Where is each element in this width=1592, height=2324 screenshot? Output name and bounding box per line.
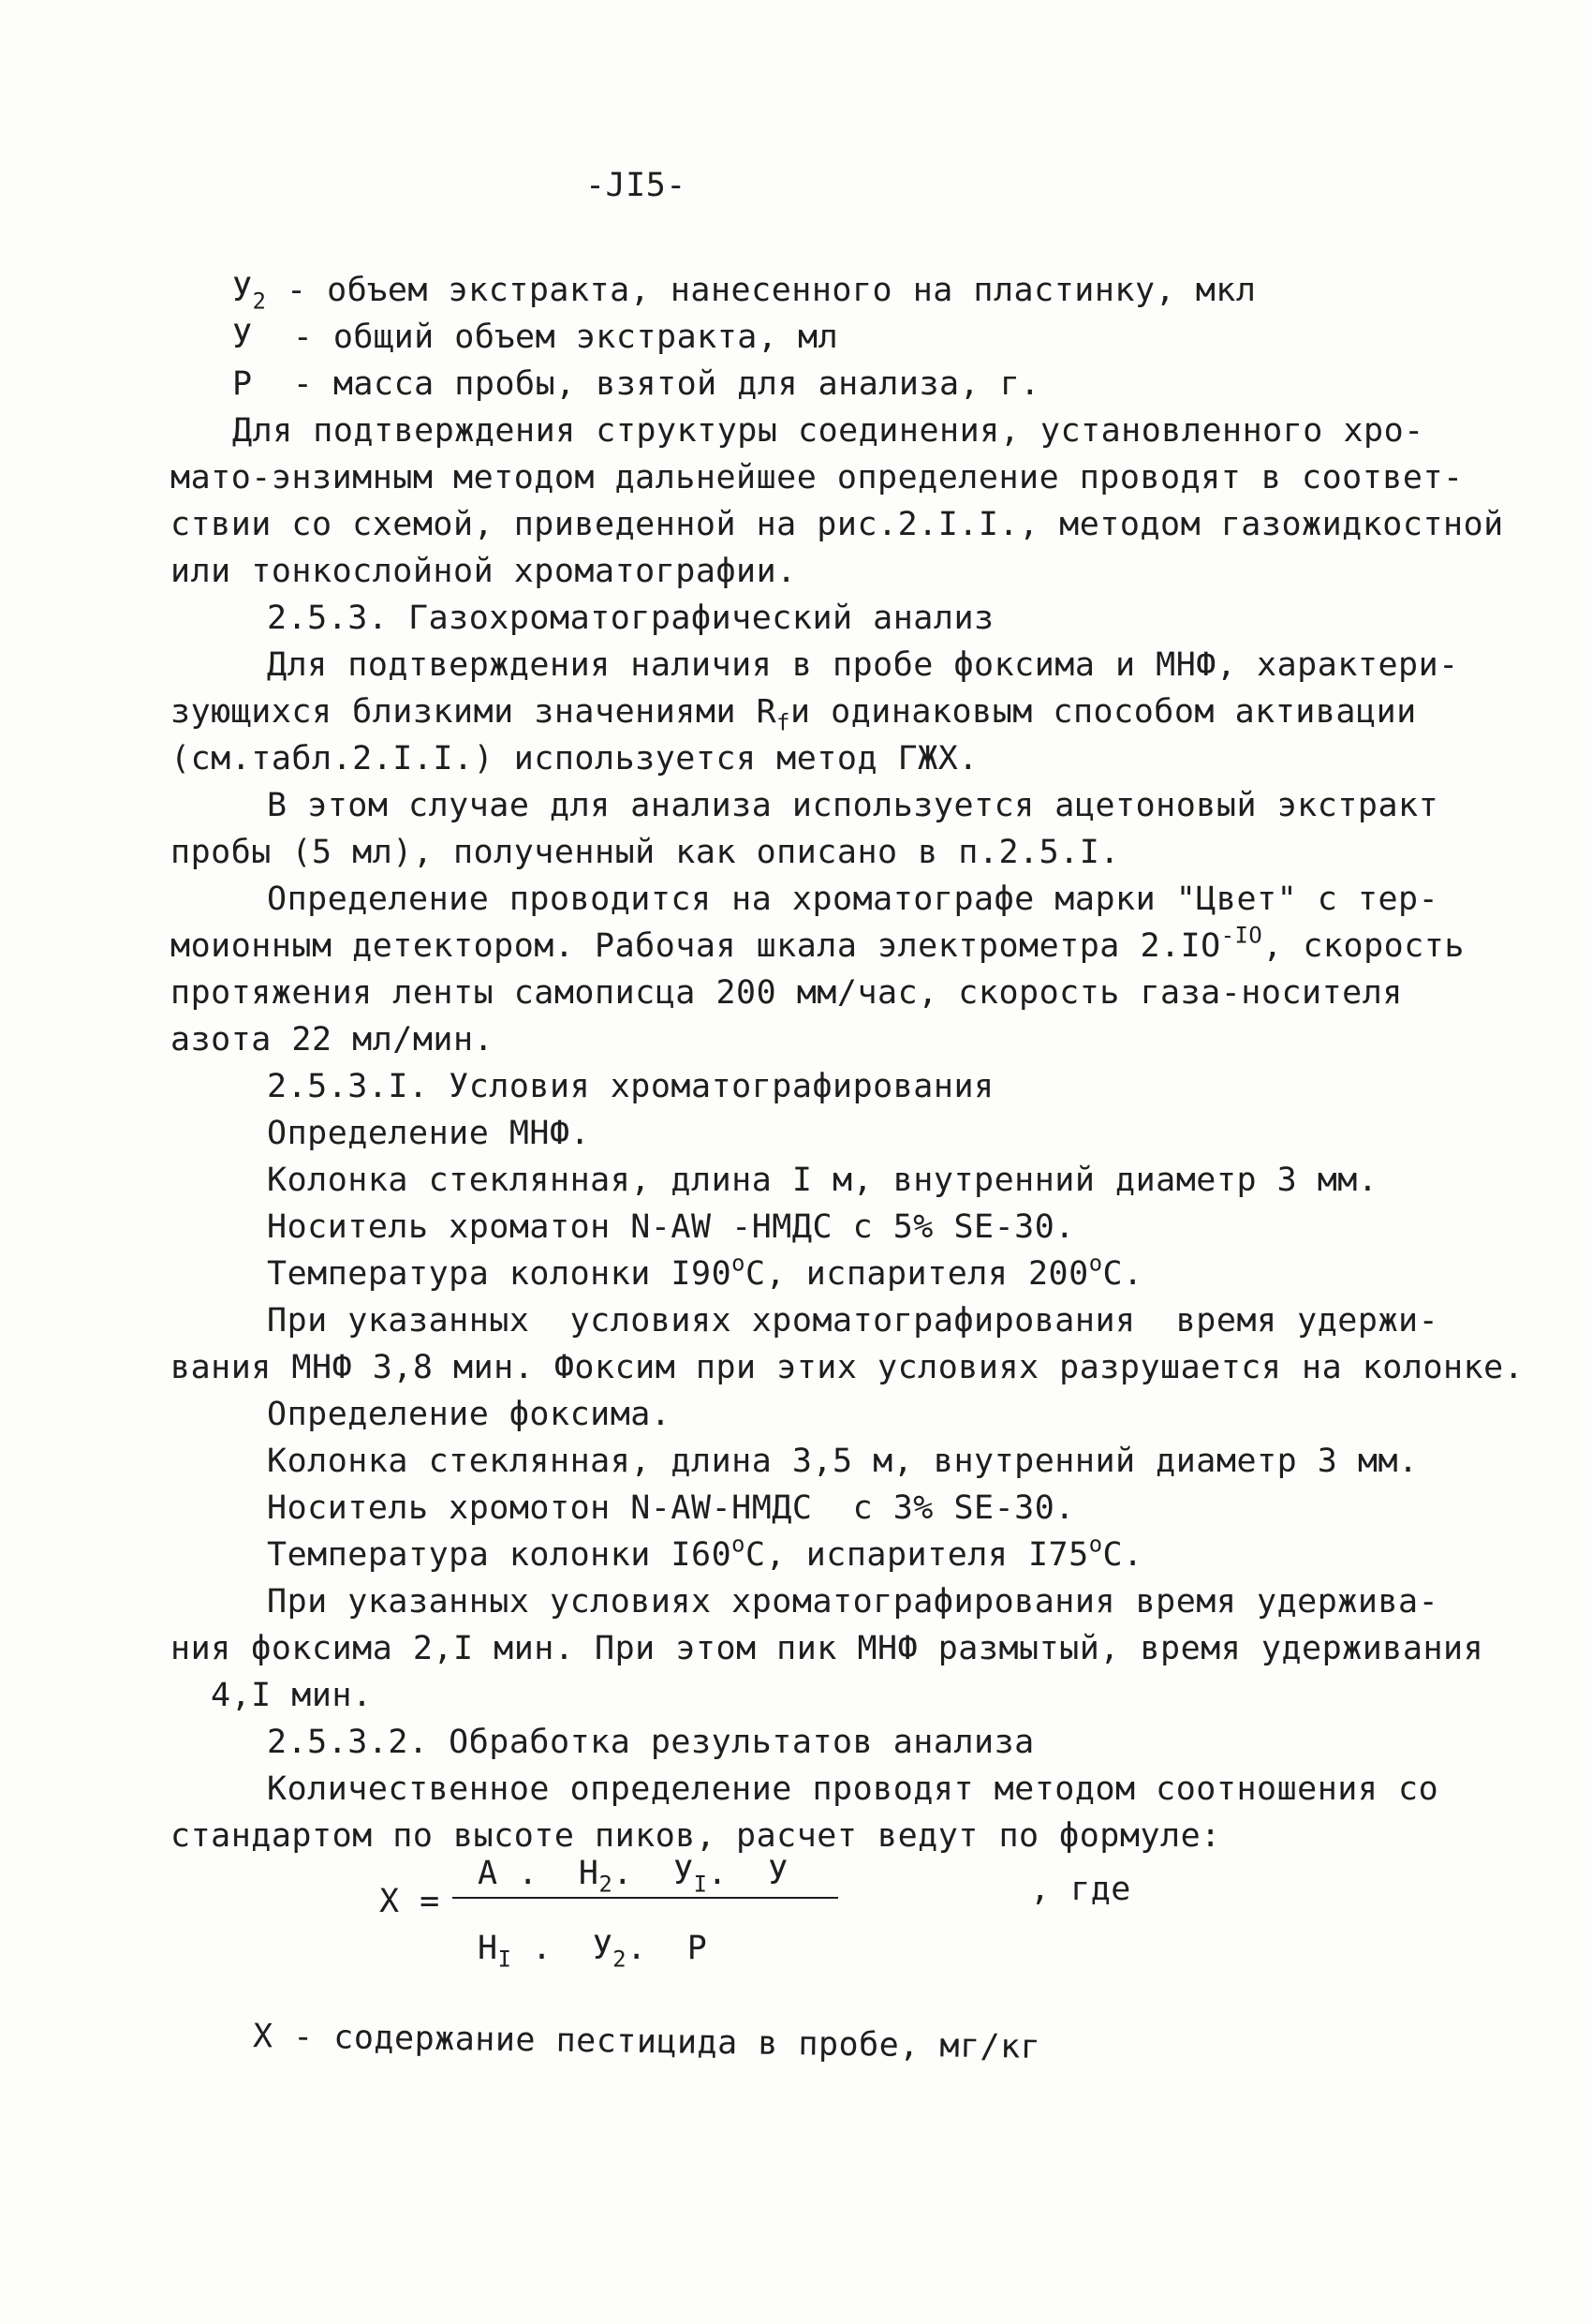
paragraph-line: вания МНФ 3,8 мин. Фоксим при этих условиях разрушается на колонке. [170,1349,1525,1386]
definition-subscript: 2 [252,288,267,315]
formula-numerator [478,1855,789,1898]
paragraph-line: Для подтверждения наличия в пробе фоксима и МНФ, характери- [267,646,1459,684]
text-fragment: . Р [626,1930,708,1967]
paragraph-line: Для подтверждения структуры соединения, установленного хро- [232,412,1424,450]
text-fragment: Температура колонки I60 [267,1536,732,1574]
paragraph-line: протяжения ленты самописца 200 мм/час, скорость газа-носителя [170,974,1403,1012]
text-fragment: С. [1102,1255,1143,1293]
subscript: 2 [612,1946,627,1973]
paragraph-line: Колонка стеклянная, длина 3,5 м, внутренний диаметр 3 мм. [267,1443,1419,1480]
superscript: o [731,1250,745,1277]
text-fragment: . У [707,1855,789,1892]
paragraph-line: В этом случае для анализа используется ацетоновый экстракт [267,787,1439,824]
paragraph-line: мато-энзимным методом дальнейшее определение проводят в соответ- [170,459,1464,496]
definition-symbol: У [232,318,253,356]
definition-symbol: Р [232,365,253,403]
paragraph-line [170,693,1417,736]
paragraph-line: Количественное определение проводят методом соотношения со [267,1770,1439,1808]
paragraph-line: 4,I мин. [211,1677,373,1714]
text-fragment: А . Н [478,1855,599,1892]
text-fragment: . У [511,1930,613,1967]
paragraph-line: Колонка стеклянная, длина I м, внутренний диаметр 3 мм. [267,1162,1378,1199]
formula-denominator [478,1930,708,1973]
definition-text: - общий объем экстракта, мл [252,318,839,356]
paragraph-line [267,1250,1143,1293]
text-fragment: и одинаковым способом активации [789,693,1417,731]
definition-symbol: У [232,272,253,309]
superscript: o [1088,1531,1103,1558]
paragraph-line: Носитель хроматон N-AW -НМДС с 5% SE-30. [267,1208,1075,1246]
paragraph-line: или тонкослойной хроматографии. [170,553,797,590]
definition-text: - объем экстракта, нанесенного на пластинку, мкл [266,272,1257,309]
superscript: -IO [1220,922,1263,949]
formula-where: , где [1030,1871,1131,1908]
text-fragment: Н [478,1930,498,1967]
text-fragment: . У [612,1855,694,1892]
subscript: f [776,709,790,736]
paragraph-line: ствии со схемой, приведенной на рис.2.I.I., методом газожидкостной [170,506,1504,543]
text-fragment: С. [1102,1536,1143,1574]
paragraph-line: ния фоксима 2,I мин. При этом пик МНФ размытый, время удерживания [170,1630,1484,1667]
definition-text: - масса пробы, взятой для анализа, г. [252,365,1040,403]
paragraph-line [170,922,1465,965]
text-fragment: зующихся близкими значениями R [170,693,777,731]
paragraph-line: Носитель хромотон N-AW-НМДС с 3% SE-30. [267,1489,1075,1527]
definition-line [232,318,839,356]
paragraph-line: Определение фоксима. [267,1396,671,1433]
text-fragment: С, испарителя I75 [744,1536,1089,1574]
superscript: o [1088,1250,1103,1277]
paragraph-line: пробы (5 мл), полученный как описано в п.2.5.I. [170,834,1120,871]
paragraph-line: При указанных условиях хроматографирования время удержива- [267,1583,1439,1621]
subscript: I [497,1946,512,1973]
definition-line: X - содержание пестицида в пробе, мг/кг [252,2018,1041,2066]
paragraph-line: (см.табл.2.I.I.) используется метод ГЖХ. [170,740,979,777]
text-fragment: , скорость [1262,927,1465,965]
section-heading: 2.5.3.2. Обработка результатов анализа [267,1724,1035,1761]
subscript: I [693,1871,708,1898]
subscript: 2 [598,1871,613,1898]
formula-lhs: X = [379,1883,440,1920]
paragraph-line: Определение МНФ. [267,1115,591,1152]
definition-line [232,365,1040,403]
paragraph-line: стандартом по высоте пиков, расчет ведут по формуле: [170,1817,1221,1855]
section-heading: 2.5.3. Газохроматографический анализ [267,600,995,637]
section-heading: 2.5.3.I. Условия хроматографирования [267,1068,995,1105]
superscript: o [731,1531,745,1558]
text-fragment: Температура колонки I90 [267,1255,732,1293]
fraction-line [452,1897,838,1899]
paragraph-line: азота 22 мл/мин. [170,1021,494,1058]
text-fragment: С, испарителя 200 [744,1255,1089,1293]
paragraph-line: При указанных условиях хроматографирования время удержи- [267,1302,1439,1340]
paragraph-line: Определение проводится на хроматографе марки "Цвет" с тер- [267,881,1439,918]
definition-line [232,272,1257,315]
page-number: -JI5- [585,167,686,204]
text-fragment: моионным детектором. Рабочая шкала электрометра 2.IO [170,927,1221,965]
paragraph-line [267,1531,1143,1574]
